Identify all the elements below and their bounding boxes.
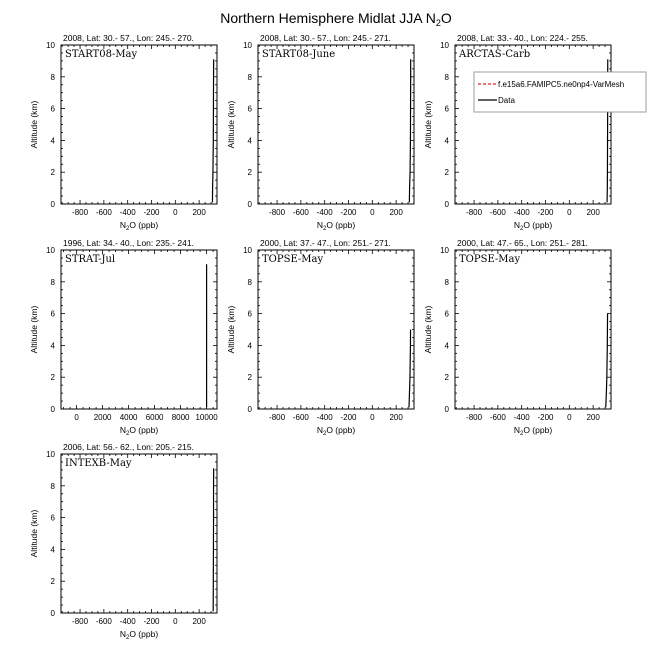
y-tick-label: 6 bbox=[50, 104, 55, 114]
y-tick-label: 0 bbox=[50, 405, 55, 414]
chart-panel bbox=[29, 442, 217, 641]
y-tick-label: 10 bbox=[440, 41, 449, 50]
y-tick-label: 4 bbox=[50, 136, 55, 146]
x-tick-label: -600 bbox=[292, 208, 309, 217]
x-tick-label: -800 bbox=[466, 413, 483, 422]
y-axis-label: Altitude (km) bbox=[423, 100, 433, 149]
y-tick-label: 2 bbox=[50, 373, 55, 383]
plot-frame bbox=[61, 250, 217, 409]
x-tick-label: 8000 bbox=[171, 413, 190, 422]
y-tick-label: 4 bbox=[50, 341, 55, 351]
y-tick-label: 10 bbox=[243, 41, 252, 50]
x-tick-label: -200 bbox=[143, 617, 160, 626]
x-axis-label: $N_2O$ (ppb) bbox=[316, 220, 356, 232]
chart-panel bbox=[29, 238, 218, 437]
y-tick-label: 4 bbox=[247, 136, 252, 146]
campaign-label: START08-June bbox=[262, 49, 336, 60]
y-tick-label: 4 bbox=[444, 136, 449, 146]
x-tick-label: 0 bbox=[74, 413, 79, 422]
y-tick-label: 2 bbox=[247, 373, 252, 383]
x-tick-label: -400 bbox=[513, 413, 530, 422]
series-line bbox=[409, 330, 411, 408]
y-tick-label: 6 bbox=[247, 309, 252, 319]
campaign-label: START08-May bbox=[65, 49, 138, 60]
legend-label: Data bbox=[498, 96, 515, 105]
y-tick-label: 6 bbox=[247, 104, 252, 114]
panel-header: 2000, Lat: 37.- 47., Lon: 251.- 271. bbox=[260, 238, 391, 248]
y-tick-label: 8 bbox=[247, 277, 252, 287]
x-tick-label: -600 bbox=[292, 413, 309, 422]
x-tick-label: -400 bbox=[316, 413, 333, 422]
y-axis-label: Altitude (km) bbox=[423, 305, 433, 354]
y-tick-label: 0 bbox=[50, 200, 55, 209]
panel-header: 2006, Lat: 56.- 62., Lon: 205.- 215. bbox=[63, 442, 194, 452]
x-tick-label: -400 bbox=[513, 208, 530, 217]
y-tick-label: 6 bbox=[444, 309, 449, 319]
x-tick-label: 0 bbox=[173, 617, 178, 626]
y-tick-label: 10 bbox=[46, 450, 55, 459]
y-tick-label: 2 bbox=[247, 168, 252, 178]
panel-header: 2008, Lat: 30.- 57., Lon: 245.- 271. bbox=[260, 33, 391, 43]
x-axis-label: $N_2O$ (ppb) bbox=[316, 425, 356, 437]
y-tick-label: 10 bbox=[46, 41, 55, 50]
panel-header: 2000, Lat: 47.- 65., Lon: 251.- 281. bbox=[457, 238, 588, 248]
y-tick-label: 2 bbox=[50, 168, 55, 178]
y-tick-label: 8 bbox=[444, 277, 449, 287]
chart-panel bbox=[423, 33, 611, 232]
y-axis-label: Altitude (km) bbox=[29, 509, 39, 558]
x-tick-label: -800 bbox=[269, 413, 286, 422]
x-tick-label: 0 bbox=[370, 413, 375, 422]
y-tick-label: 2 bbox=[444, 168, 449, 178]
x-tick-label: -600 bbox=[489, 413, 506, 422]
x-tick-label: -600 bbox=[489, 208, 506, 217]
y-tick-label: 0 bbox=[247, 200, 252, 209]
y-tick-label: 4 bbox=[50, 545, 55, 555]
x-tick-label: 4000 bbox=[119, 413, 138, 422]
x-tick-label: 0 bbox=[370, 208, 375, 217]
x-tick-label: -800 bbox=[72, 208, 89, 217]
x-tick-label: -200 bbox=[537, 208, 554, 217]
campaign-label: STRAT-Jul bbox=[65, 254, 116, 265]
y-tick-label: 2 bbox=[444, 373, 449, 383]
x-tick-label: 0 bbox=[567, 208, 572, 217]
y-tick-label: 6 bbox=[444, 104, 449, 114]
x-tick-label: -200 bbox=[340, 208, 357, 217]
x-tick-label: -200 bbox=[537, 413, 554, 422]
chart-panel bbox=[226, 33, 414, 232]
x-tick-label: 10000 bbox=[195, 413, 218, 422]
series-line bbox=[409, 59, 410, 202]
x-axis-label: $N_2O$ (ppb) bbox=[119, 425, 159, 437]
y-tick-label: 0 bbox=[247, 405, 252, 414]
x-tick-label: 0 bbox=[567, 413, 572, 422]
x-tick-label: 200 bbox=[192, 617, 206, 626]
x-axis-label: $N_2O$ (ppb) bbox=[119, 220, 159, 232]
y-tick-label: 10 bbox=[440, 246, 449, 255]
x-axis-label: $N_2O$ (ppb) bbox=[513, 220, 553, 232]
x-tick-label: -400 bbox=[119, 617, 136, 626]
y-axis-label: Altitude (km) bbox=[226, 305, 236, 354]
y-tick-label: 4 bbox=[247, 341, 252, 351]
plot-frame bbox=[455, 45, 611, 204]
y-tick-label: 6 bbox=[50, 513, 55, 523]
y-tick-label: 8 bbox=[50, 481, 55, 491]
y-tick-label: 10 bbox=[243, 246, 252, 255]
y-tick-label: 8 bbox=[247, 72, 252, 82]
x-axis-label: $N_2O$ (ppb) bbox=[513, 425, 553, 437]
x-tick-label: 200 bbox=[389, 208, 403, 217]
x-tick-label: -600 bbox=[95, 208, 112, 217]
y-axis-label: Altitude (km) bbox=[226, 100, 236, 149]
y-tick-label: 4 bbox=[444, 341, 449, 351]
x-tick-label: -600 bbox=[95, 617, 112, 626]
panels bbox=[29, 33, 646, 641]
x-tick-label: 200 bbox=[586, 208, 600, 217]
legend-label: f.e15a6.FAMIPC5.ne0np4-VarMesh bbox=[498, 80, 625, 89]
x-tick-label: -800 bbox=[466, 208, 483, 217]
panel-header: 2008, Lat: 33.- 40., Lon: 224.- 255. bbox=[457, 33, 588, 43]
x-tick-label: 200 bbox=[192, 208, 206, 217]
y-tick-label: 8 bbox=[50, 72, 55, 82]
campaign-label: INTEXB-May bbox=[65, 458, 132, 469]
plot-frame bbox=[258, 45, 414, 204]
x-axis-label: $N_2O$ (ppb) bbox=[119, 629, 159, 641]
x-tick-label: 6000 bbox=[145, 413, 164, 422]
y-axis-label: Altitude (km) bbox=[29, 100, 39, 149]
y-tick-label: 0 bbox=[50, 609, 55, 618]
panel-header: 1996, Lat: 34.- 40., Lon: 235.- 241. bbox=[63, 238, 194, 248]
y-tick-label: 0 bbox=[444, 200, 449, 209]
legend-box bbox=[474, 72, 646, 112]
y-tick-label: 8 bbox=[444, 72, 449, 82]
campaign-label: TOPSE-May bbox=[262, 254, 324, 265]
chart-panel bbox=[226, 238, 414, 437]
x-tick-label: -200 bbox=[340, 413, 357, 422]
campaign-label: ARCTAS-Carb bbox=[459, 49, 531, 60]
chart-panel bbox=[29, 33, 217, 232]
series-line bbox=[212, 59, 213, 202]
y-tick-label: 6 bbox=[50, 309, 55, 319]
campaign-label: TOPSE-May bbox=[459, 254, 521, 265]
y-tick-label: 8 bbox=[50, 277, 55, 287]
figure-title: Northern Hemisphere Midlat JJA $N_2O$ bbox=[220, 10, 452, 28]
x-tick-label: -800 bbox=[72, 617, 89, 626]
y-tick-label: 2 bbox=[50, 577, 55, 587]
series-line bbox=[606, 314, 608, 408]
x-tick-label: 200 bbox=[586, 413, 600, 422]
plot-frame bbox=[455, 250, 611, 409]
x-tick-label: -200 bbox=[143, 208, 160, 217]
y-tick-label: 10 bbox=[46, 246, 55, 255]
x-tick-label: 200 bbox=[389, 413, 403, 422]
x-tick-label: -400 bbox=[119, 208, 136, 217]
legend bbox=[474, 72, 646, 112]
panel-header: 2008, Lat: 30.- 57., Lon: 245.- 270. bbox=[63, 33, 194, 43]
chart-panel bbox=[423, 238, 611, 437]
x-tick-label: -400 bbox=[316, 208, 333, 217]
y-axis-label: Altitude (km) bbox=[29, 305, 39, 354]
plot-frame bbox=[61, 45, 217, 204]
x-tick-label: -800 bbox=[269, 208, 286, 217]
x-tick-label: 2000 bbox=[93, 413, 112, 422]
x-tick-label: 0 bbox=[173, 208, 178, 217]
plot-frame bbox=[61, 454, 217, 613]
y-tick-label: 0 bbox=[444, 405, 449, 414]
plot-frame bbox=[258, 250, 414, 409]
